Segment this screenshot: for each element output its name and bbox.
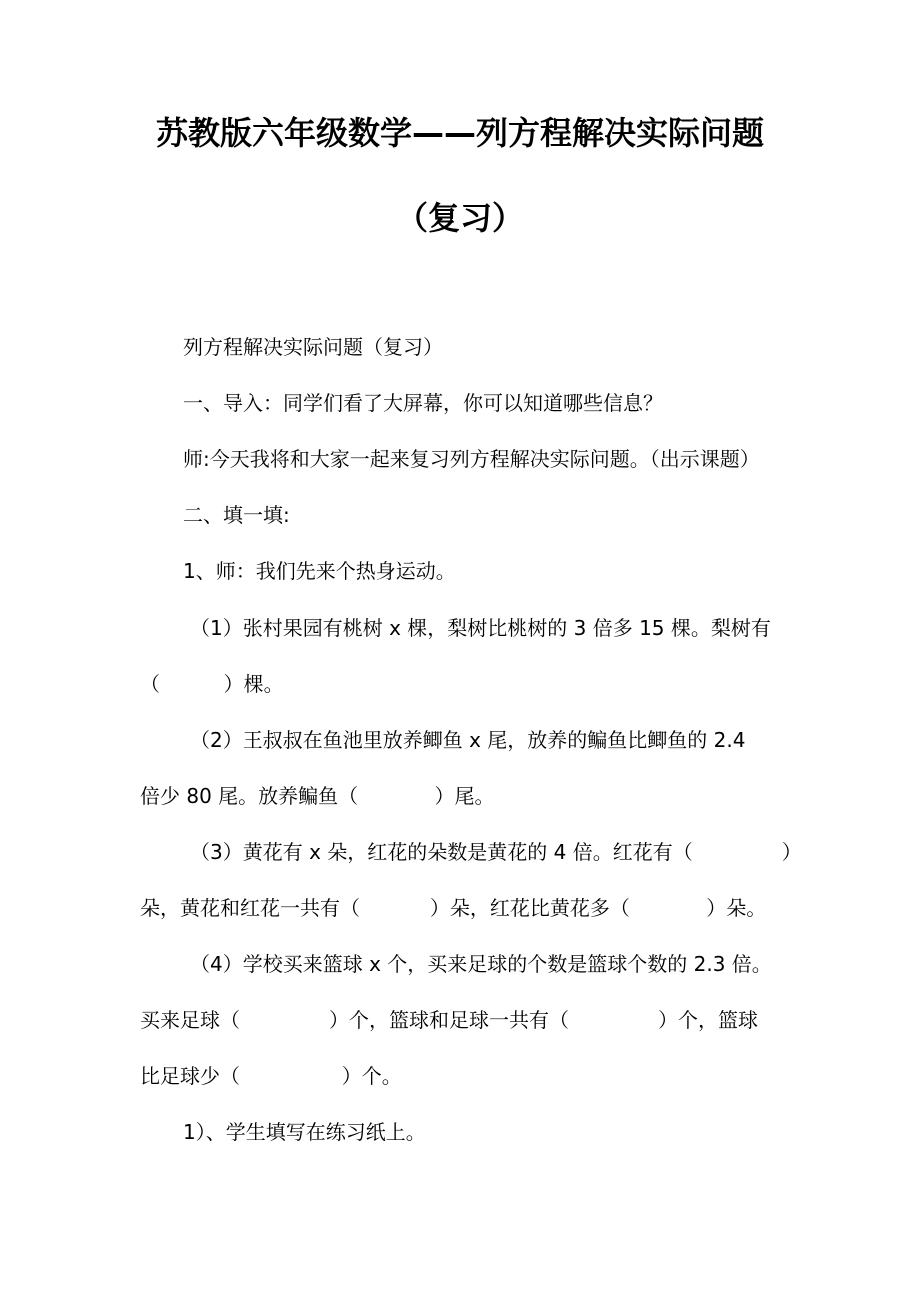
question-4-line-1: （4）学校买来篮球 x 个，买来足球的个数是篮球个数的 2.3 倍。	[190, 952, 772, 976]
question-1-line-2: （ ）棵。	[140, 672, 284, 696]
question-4-line-3: 比足球少（ ）个。	[140, 1064, 402, 1088]
intro-heading: 一、导入：同学们看了大屏幕，你可以知道哪些信息？	[183, 391, 663, 415]
student-task-line: 1）、学生填写在练习纸上。	[183, 1120, 426, 1144]
question-3-line-2: 朵，黄花和红花一共有（ ）朵，红花比黄花多（ ）朵。	[140, 896, 767, 920]
warmup-line: 1、师：我们先来个热身运动。	[183, 559, 456, 583]
teacher-intro: 师:今天我将和大家一起来复习列方程解决实际问题。（出示课题）	[183, 447, 760, 471]
fill-heading: 二、填一填:	[183, 503, 290, 527]
document-title-line-1: 苏教版六年级数学——列方程解决实际问题	[155, 114, 764, 152]
question-1-line-1: （1）张村果园有桃树 x 棵，梨树比桃树的 3 倍多 15 棵。梨树有	[190, 616, 771, 640]
document-title-line-2: （复习）	[395, 199, 524, 237]
question-3-line-1: （3）黄花有 x 朵，红花的朵数是黄花的 4 倍。红花有（ ）	[190, 840, 802, 864]
question-2-line-2: 倍少 80 尾。放养鳊鱼（ ）尾。	[140, 784, 495, 808]
lesson-subtitle: 列方程解决实际问题（复习）	[183, 335, 443, 359]
question-2-line-1: （2）王叔叔在鱼池里放养鲫鱼 x 尾，放养的鳊鱼比鲫鱼的 2.4	[190, 728, 746, 752]
question-4-line-2: 买来足球（ ）个，篮球和足球一共有（ ）个，篮球	[140, 1008, 759, 1032]
